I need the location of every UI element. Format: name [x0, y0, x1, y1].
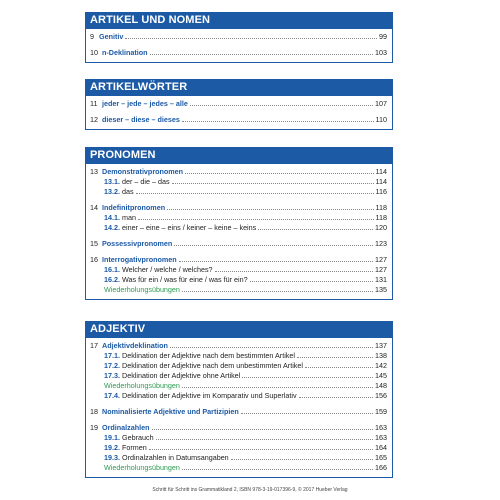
subentry-number: 19.2.: [104, 443, 120, 452]
entry-title: Indefinitpronomen: [102, 203, 166, 212]
leader-dots: [174, 239, 373, 246]
entry-page: 137: [375, 341, 387, 350]
section-header: ARTIKELWÖRTER: [85, 79, 393, 96]
toc-subentry[interactable]: [90, 187, 387, 197]
page-footer: Schritt für Schritt ins Grammatikland 2, ISBN 978-3-19-017396-9, © 2017 Hueber Verlag: [152, 487, 348, 493]
leader-dots: [190, 99, 373, 106]
entry-page: 127: [375, 255, 387, 264]
subentry-title: einer – eine – eins / keiner – keine – keins: [122, 223, 257, 232]
leader-dots: [167, 203, 373, 210]
section-adjektiv: [85, 321, 393, 478]
leader-dots: [297, 351, 373, 358]
toc-subentry[interactable]: [90, 361, 387, 371]
subentry-page: 120: [375, 223, 387, 232]
review-page: 166: [375, 463, 387, 472]
toc-subentry[interactable]: [90, 223, 387, 233]
leader-dots: [250, 275, 373, 282]
subentry-page: 116: [375, 187, 387, 196]
entry-number: 17: [90, 341, 98, 350]
entry-page: 118: [375, 203, 387, 212]
toc-review-entry[interactable]: [90, 285, 387, 295]
subentry-number: 14.1.: [104, 213, 120, 222]
entry-page: 163: [375, 423, 387, 432]
entry-number: 14: [90, 203, 98, 212]
subentry-number: 13.1.: [104, 177, 120, 186]
leader-dots: [182, 115, 374, 122]
toc-entry[interactable]: [90, 423, 387, 433]
toc-entry[interactable]: [90, 99, 387, 109]
subentry-title: man: [122, 213, 136, 222]
entry-page: 110: [375, 115, 387, 124]
entry-title: n-Deklination: [102, 48, 148, 57]
leader-dots: [150, 48, 373, 55]
leader-dots: [182, 381, 373, 388]
subentry-title: Was für ein / was für eine / was für ein?: [122, 275, 248, 284]
leader-dots: [299, 391, 373, 398]
subentry-page: 138: [375, 351, 387, 360]
entry-title: Possessivpronomen: [102, 239, 173, 248]
toc-subentry[interactable]: [90, 275, 387, 285]
subentry-number: 19.3.: [104, 453, 120, 462]
leader-dots: [242, 371, 373, 378]
subentry-title: Ordinalzahlen in Datumsangaben: [122, 453, 229, 462]
entry-number: 15: [90, 239, 98, 248]
subentry-number: 17.1.: [104, 351, 120, 360]
toc-subentry[interactable]: [90, 351, 387, 361]
toc-subentry[interactable]: [90, 213, 387, 223]
leader-dots: [182, 463, 373, 470]
entry-page: 159: [375, 407, 387, 416]
entry-number: 9: [90, 32, 94, 41]
leader-dots: [305, 361, 373, 368]
entry-number: 18: [90, 407, 98, 416]
entry-number: 10: [90, 48, 98, 57]
subentry-page: 165: [375, 453, 387, 462]
subentry-title: Gebrauch: [122, 433, 154, 442]
entry-title: Demonstrativpronomen: [102, 167, 184, 176]
subentry-page: 118: [375, 213, 387, 222]
subentry-page: 114: [375, 177, 387, 186]
entry-page: 114: [375, 167, 387, 176]
section-box: [85, 338, 393, 478]
section-header: ADJEKTIV: [85, 321, 393, 338]
subentry-number: 19.1.: [104, 433, 120, 442]
entry-number: 19: [90, 423, 98, 432]
entry-title: Nominalisierte Adjektive und Partizipien: [102, 407, 239, 416]
entry-page: 123: [375, 239, 387, 248]
entry-page: 107: [375, 99, 387, 108]
toc-subentry[interactable]: [90, 371, 387, 381]
entry-number: 13: [90, 167, 98, 176]
review-page: 148: [375, 381, 387, 390]
subentry-page: 131: [375, 275, 387, 284]
toc-entry[interactable]: [90, 48, 387, 58]
subentry-page: 127: [375, 265, 387, 274]
leader-dots: [215, 265, 373, 272]
toc-entry[interactable]: [90, 203, 387, 213]
subentry-title: Deklination der Adjektive nach dem bestimmten Artikel: [122, 351, 295, 360]
subentry-number: 16.1.: [104, 265, 120, 274]
entry-title: Ordinalzahlen: [102, 423, 150, 432]
leader-dots: [125, 32, 377, 39]
entry-page: 99: [379, 32, 387, 41]
toc-subentry[interactable]: [90, 177, 387, 187]
leader-dots: [136, 187, 374, 194]
toc-subentry[interactable]: [90, 453, 387, 463]
leader-dots: [185, 167, 373, 174]
leader-dots: [258, 223, 373, 230]
entry-title: jeder – jede – jedes – alle: [102, 99, 188, 108]
subentry-number: 14.2.: [104, 223, 120, 232]
leader-dots: [138, 213, 374, 220]
review-title: Wiederholungsübungen: [104, 381, 180, 390]
entry-number: 16: [90, 255, 98, 264]
leader-dots: [179, 255, 373, 262]
leader-dots: [156, 433, 373, 440]
toc-entry[interactable]: [90, 32, 387, 42]
entry-number: 11: [90, 99, 98, 108]
subentry-title: das: [122, 187, 134, 196]
section-box: [85, 164, 393, 300]
entry-title: Interrogativpronomen: [102, 255, 177, 264]
toc-review-entry[interactable]: [90, 463, 387, 473]
review-title: Wiederholungsübungen: [104, 463, 180, 472]
section-header: ARTIKEL UND NOMEN: [85, 12, 393, 29]
toc-subentry[interactable]: [90, 433, 387, 443]
subentry-page: 142: [375, 361, 387, 370]
entry-title: Adjektivdeklination: [102, 341, 168, 350]
subentry-title: Deklination der Adjektive im Komparativ und Superlativ: [122, 391, 297, 400]
subentry-page: 156: [375, 391, 387, 400]
toc-subentry[interactable]: [90, 391, 387, 401]
section-box: [85, 29, 393, 63]
review-page: 135: [375, 285, 387, 294]
leader-dots: [182, 285, 373, 292]
toc-subentry[interactable]: [90, 265, 387, 275]
entry-page: 103: [375, 48, 387, 57]
toc-entry[interactable]: [90, 407, 387, 417]
toc-subentry[interactable]: [90, 443, 387, 453]
toc-entry[interactable]: [90, 255, 387, 265]
subentry-number: 17.2.: [104, 361, 120, 370]
subentry-title: Welcher / welche / welches?: [122, 265, 213, 274]
subentry-number: 13.2.: [104, 187, 120, 196]
leader-dots: [152, 423, 373, 430]
section-header: PRONOMEN: [85, 147, 393, 164]
section-pronomen: [85, 147, 393, 300]
subentry-title: Formen: [122, 443, 147, 452]
subentry-title: Deklination der Adjektive nach dem unbestimmten Artikel: [122, 361, 303, 370]
toc-review-entry[interactable]: [90, 381, 387, 391]
entry-number: 12: [90, 115, 98, 124]
subentry-number: 17.4.: [104, 391, 120, 400]
leader-dots: [149, 443, 373, 450]
subentry-page: 163: [375, 433, 387, 442]
leader-dots: [241, 407, 373, 414]
toc-entry[interactable]: [90, 167, 387, 177]
leader-dots: [172, 177, 374, 184]
subentry-page: 145: [375, 371, 387, 380]
subentry-title: Deklination der Adjektive ohne Artikel: [122, 371, 241, 380]
section-box: [85, 96, 393, 130]
entry-title: dieser – diese – dieses: [102, 115, 180, 124]
section-artikelwoerter: [85, 79, 393, 130]
review-title: Wiederholungsübungen: [104, 285, 180, 294]
subentry-title: der – die – das: [122, 177, 170, 186]
subentry-number: 17.3.: [104, 371, 120, 380]
subentry-page: 164: [375, 443, 387, 452]
leader-dots: [231, 453, 373, 460]
toc-entry[interactable]: [90, 115, 387, 125]
subentry-number: 16.2.: [104, 275, 120, 284]
toc-entry[interactable]: [90, 239, 387, 249]
section-artikel-und-nomen: [85, 12, 393, 63]
entry-title: Genitiv: [99, 32, 124, 41]
toc-entry[interactable]: [90, 341, 387, 351]
leader-dots: [170, 341, 373, 348]
